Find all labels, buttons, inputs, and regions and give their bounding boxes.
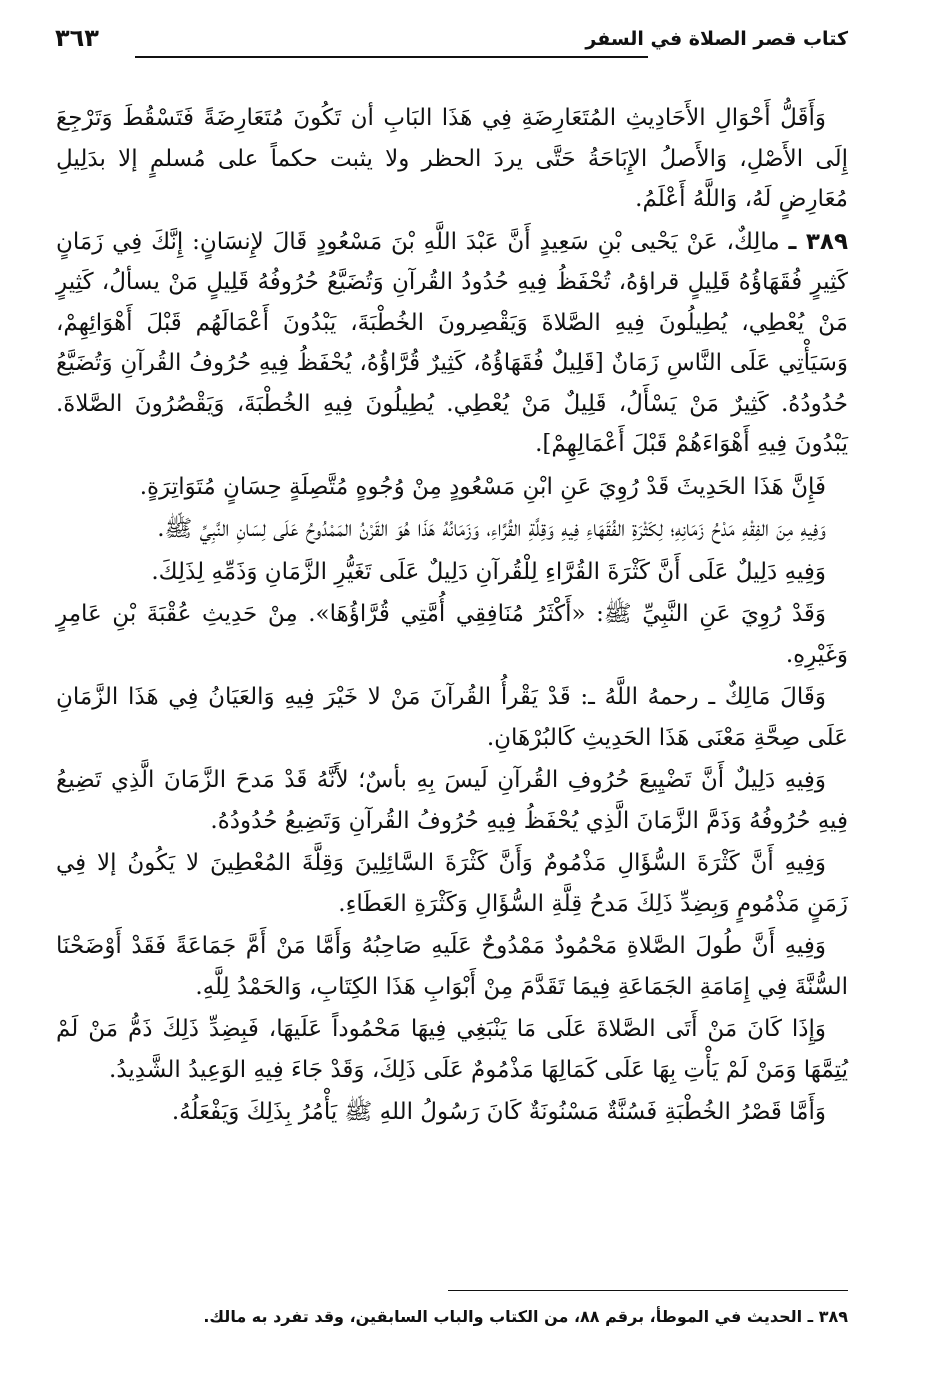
- commentary-paragraph: وَفِيهِ دَلِيلٌ عَلَى أَنَّ كَثْرَةَ القُرَّاءِ لِلْقُرآنِ دَلِيلٌ عَلَى تَغَيُّرِ الزَّمَانِ وَذَمِّهِ لِذَلِكَ.: [151, 558, 826, 585]
- footnote-rule: [448, 1290, 848, 1291]
- footnote: ٣٨٩ ـ الحديث في الموطأ، برقم ٨٨، من الكتاب والباب السابقين، وقد تفرد به مالك.: [203, 1307, 848, 1326]
- paragraph: وَفِيهِ دَلِيلٌ أَنَّ تَضْيِيعَ حُرُوفِ القُرآنِ لَيسَ بِهِ بأسٌ؛ لأَنَّهُ قَدْ مَدحَ الزَّمَانَ الَّذِي تَضِيعُ فِيهِ حُرُوفُهُ وَذَمَّ الزَّمَانَ الَّذِي يُحْفَظُ فِيهِ حُرُوفُ القُرآنِ وَتَضِيعُ حُدُودُهُ.: [56, 767, 848, 834]
- hadith-number: ٣٨٩ ـ: [788, 228, 848, 255]
- commentary-paragraph: وَقَدْ رُوِيَ عَنِ النَّبِيِّ ﷺ: «أَكْثَرُ مُنَافِقِي أُمَّتِي قُرَّاؤُهَا». مِنْ حَدِيثِ عُقْبَةَ بْنِ عَامِرٍ وَغَيْرِهِ.: [56, 601, 848, 668]
- hadith-text: مالِكٌ، عَنْ يَحْيى بْنِ سَعِيدٍ أَنَّ عَبْدَ اللَّهِ بْنَ مَسْعُودٍ قَالَ لإِنسَانٍ: إِنَّكَ فِي زَمَانٍ كَثِيرٍ فُقَهَاؤُهُ قَلِيلٍ قراؤهُ، تُحْفَظُ فِيهِ حُدُودُ القُرآنِ وَتُضَيَّعُ حُرُوفُهُ قَلِيلٍ مَنْ يسألُ، كَثِيرٍ مَنْ يُعْطِي، يُطِيلُونَ فِيهِ الصَّلاةَ وَيَقْصِرونَ الخُطْبَةَ، يَبْدُونَ أَعْمَالَهُم قَبْلَ أَهْوَائِهِمْ، وَسَيَأْتِي عَلَى النَّاسِ زَمَانٌ [قَلِيلٌ فُقَهَاؤُهُ، كَثِيرٌ قُرَّاؤُهُ، يُحْفَظُ فِيهِ حُرُوفُ القُرآنِ وَتُضَيَّعُ حُدُودُهُ. كَثِيرٌ مَنْ يَسْأَلُ، قَلِيلٌ مَنْ يُعْطِي. يُطِيلُونَ فِيهِ الخُطْبَةَ، وَيَقْصُرُونَ الصَّلاةَ. يَبْدُونَ فِيهِ أَهْوَاءَهُمْ قَبْلَ أَعْمَالِهِمْ].: [56, 228, 848, 457]
- paragraph: وَفِيهِ أَنَّ طُولَ الصَّلاةِ مَحْمُودٌ مَمْدُوحٌ عَلَيهِ صَاحِبُهُ وَأَمَّا مَنْ أَمَّ جَمَاعَةً فَقَدْ أَوْضَحْنَا السُّنَّةَ فِي إِمَامَةِ الجَمَاعَةِ فِيمَا تَقَدَّمَ مِنْ أَبْوَابِ هَذَا الكِتَابِ، وَالحَمْدُ لِلَّهِ.: [56, 933, 848, 1000]
- header-title: كتاب قصر الصلاة في السفر: [585, 28, 848, 50]
- paragraph: وَفِيهِ أَنَّ كَثْرَةَ السُّؤَالِ مَذْمُومٌ وَأَنَّ كَثْرَةَ السَّائِلِينَ وَقِلَّةَ المُعْطِينَ لا يَكُونُ إلا فِي زَمَنٍ مَذْمُومٍ وَبِضِدِّ ذَلِكَ مَدحُ قِلَّةِ السُّؤَالِ وَكَثْرَةِ العَطَاءِ.: [56, 850, 848, 917]
- paragraph: وَأَمَّا قَصْرُ الخُطْبَةِ فَسُنَّةٌ مَسْنُونَةٌ كَانَ رَسُولُ اللهِ ﷺ يَأْمُرُ بِذَلِكَ وَيَفْعَلُهُ.: [171, 1099, 826, 1125]
- paragraph: وَأَقَلُّ أَحْوَالِ الأَحَادِيثِ المُتَعَارِضَةِ فِي هَذَا البَابِ أن تَكُونَ مُتَعَارِضَةً فَتَسْقُطَ وَتَرْجِعَ إِلَى الأَصْلِ، وَالأَصلُ الإِبَاحَةُ حَتَّى يردَ الحظر ولا يثبت حكماً على مُسلمٍ إلا بدَلِيلِ مُعَارِضٍ لَهُ، وَاللَّهُ أَعْلَمُ.: [56, 105, 848, 212]
- paragraph: وَإِذَا كَانَ مَنْ أَتَى الصَّلاةَ عَلَى مَا يَنْبَغِي فِيهَا مَحْمُوداً عَلَيهَا، فَبِضِدِّ ذَلِكَ ذَمُّ مَنْ لَمْ يُتِمَّهَا وَمَنْ لَمْ يَأْتِ بِهَا عَلَى كَمَالِهَا مَذْمُومٌ عَلَى ذَلِكَ، وَقَدْ جَاءَ فِيهِ الوَعِيدُ الشَّدِيدُ.: [56, 1016, 848, 1083]
- main-text: [56, 98, 848, 1135]
- commentary-paragraph: وَقَالَ مَالِكٌ ـ رحمهُ اللَّهُ ـ: قَدْ يَقْرأُ القُرآنَ مَنْ لا خَيْرَ فِيهِ وَالعَيَانُ فِي هَذَا الزَّمَانِ عَلَى صِحَّةِ مَعْنَى هَذَا الحَدِيثِ كَالبُرْهَانِ.: [56, 684, 848, 751]
- commentary-paragraph: فَإِنَّ هَذَا الحَدِيثَ قَدْ رُوِيَ عَنِ ابْنِ مَسْعُودٍ مِنْ وُجُوهٍ مُتَّصِلَةٍ حِسَانٍ مُتَوَاتِرَةٍ.: [139, 473, 826, 500]
- commentary-paragraph: وَفِيهِ مِنَ الفِقْهِ مَدْحُ زَمَانِهِ؛ لِكَثْرَةِ الفُقَهَاءِ فِيهِ وَقِلَّةِ القُرَّاءِ، وَزَمَانُهُ هَذَا هُوَ القَرْنُ المَمْدُوحُ عَلَى لِسَانِ النَّبِيِّ ﷺ.: [157, 516, 826, 542]
- running-header: [55, 22, 848, 62]
- header-rule: [135, 56, 648, 58]
- page-number: ٣٦٣: [55, 24, 99, 52]
- hadith-paragraph: [56, 222, 848, 465]
